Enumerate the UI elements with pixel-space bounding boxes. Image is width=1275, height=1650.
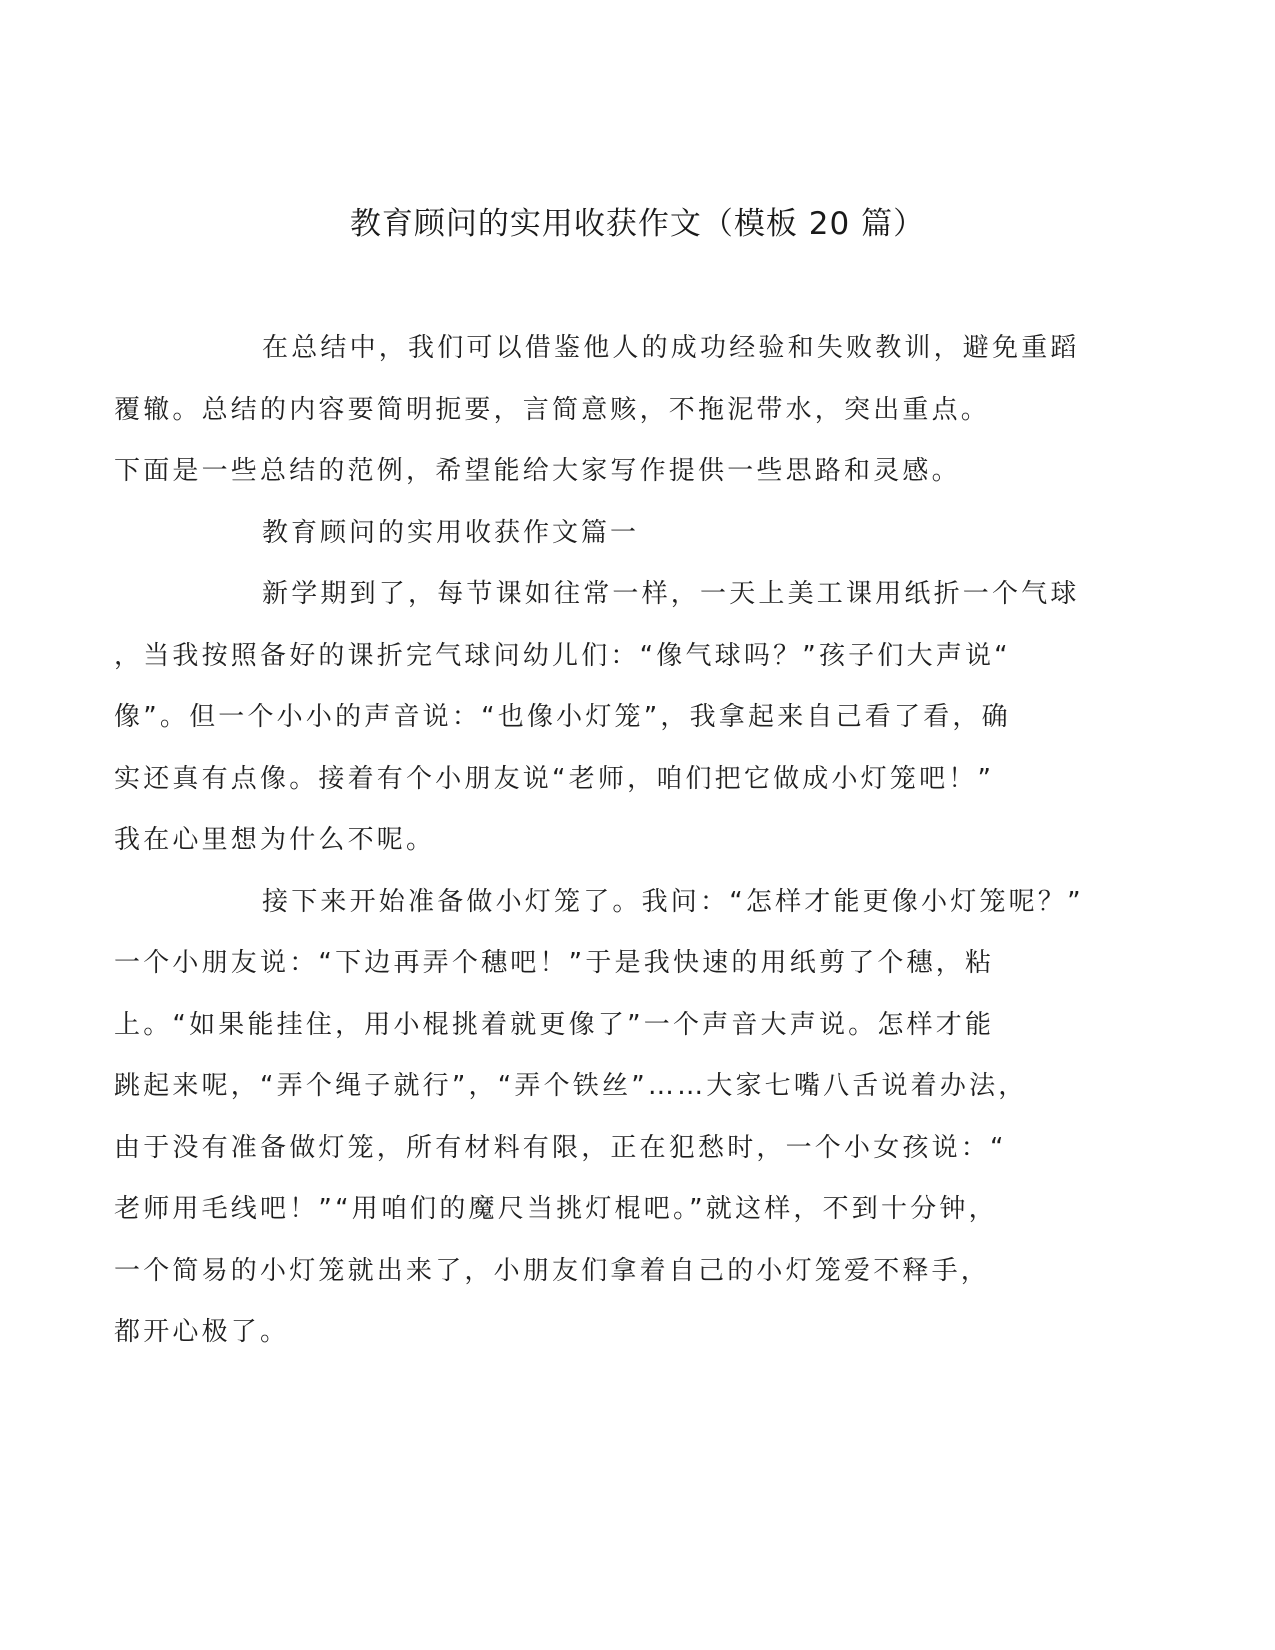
paragraph-2-line: 由于没有准备做灯笼，所有材料有限，正在犯愁时，一个小女孩说：“	[114, 1132, 1007, 1163]
intro-line: 下面是一些总结的范例，希望能给大家写作提供一些思路和灵感。	[114, 456, 961, 486]
paragraph-1-line: 实还真有点像。接着有个小朋友说“老师，咱们把它做成小灯笼吧！”	[114, 763, 995, 794]
document-body	[114, 318, 1084, 1364]
paragraph-2-line: 一个简易的小灯笼就出来了，小朋友们拿着自己的小灯笼爱不释手，	[114, 1255, 991, 1286]
paragraph-2-line: 接下来开始准备做小灯笼了。我问：“怎样才能更像小灯笼呢？”	[262, 886, 1084, 917]
paragraph-2-line: 一个小朋友说：“下边再弄个穗吧！”于是我快速的用纸剪了个穗，粘	[114, 948, 995, 978]
paragraph-2	[114, 872, 1084, 1364]
paragraph-1-line: 像”。但一个小小的声音说：“也像小灯笼”，我拿起来自己看了看，确	[114, 702, 1011, 732]
paragraph-1-line: 我在心里想为什么不呢。	[114, 825, 436, 855]
paragraph-2-line: 老师用毛线吧！”“用咱们的魔尺当挑灯棍吧。”就这样，不到十分钟，	[114, 1194, 998, 1224]
intro-line: 在总结中，我们可以借鉴他人的成功经验和失败教训，避免重蹈	[262, 333, 1080, 363]
document-title: 教育顾问的实用收获作文（模板 20 篇）	[349, 206, 926, 242]
paragraph-2-line: 跳起来呢，“弄个绳子就行”，“弄个铁丝”……大家七嘴八舌说着办法，	[114, 1071, 1028, 1101]
paragraph-1	[114, 564, 1080, 872]
intro-paragraph	[114, 318, 1080, 503]
section-heading: 教育顾问的实用收获作文篇一	[262, 517, 640, 548]
paragraph-2-line: 都开心极了。	[114, 1317, 290, 1347]
paragraph-1-line: 新学期到了，每节课如往常一样，一天上美工课用纸折一个气球	[262, 579, 1080, 609]
paragraph-2-line: 上。“如果能挂住，用小棍挑着就更像了”一个声音大声说。怎样才能	[114, 1009, 995, 1040]
paragraph-1-line: ，当我按照备好的课折完气球问幼儿们：“像气球吗？”孩子们大声说“	[114, 640, 1011, 671]
intro-line: 覆辙。总结的内容要简明扼要，言简意赅，不拖泥带水，突出重点。	[114, 394, 991, 425]
